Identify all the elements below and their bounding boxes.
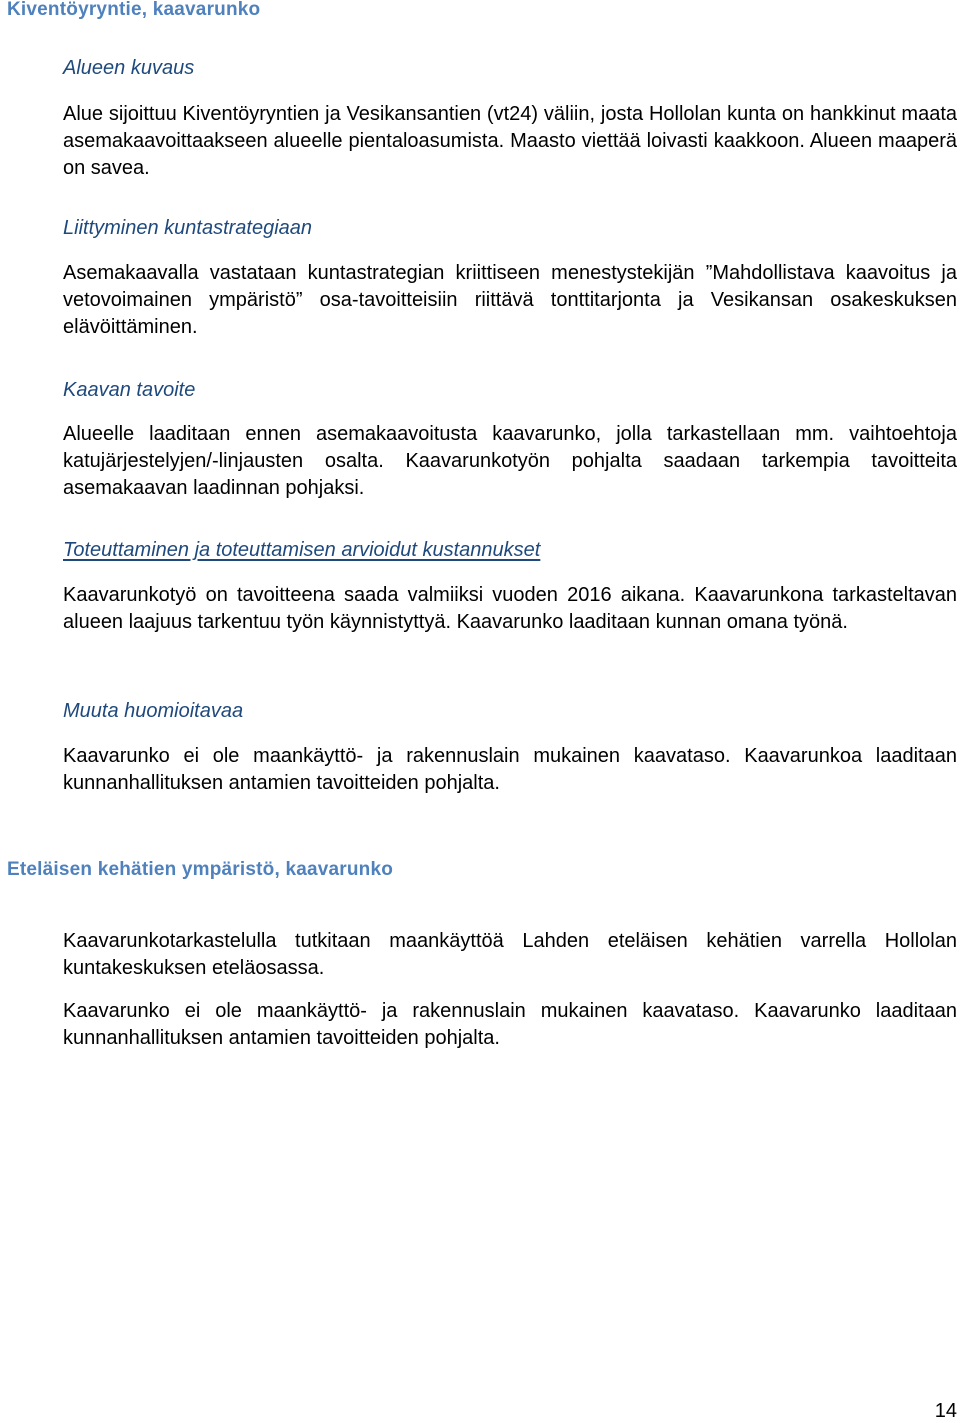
subheading-muuta-huomioitavaa: Muuta huomioitavaa: [63, 700, 244, 722]
page-number: 14: [934, 1400, 957, 1422]
subheading-kaavan-tavoite: Kaavan tavoite: [63, 379, 196, 401]
subheading-alueen-kuvaus: Alueen kuvaus: [63, 57, 195, 79]
paragraph-muuta-huomioitavaa: Kaavarunko ei ole maankäyttö- ja rakennuslain mukainen kaavataso. Kaavarunkoa laaditaan kunnanhallituksen antamien tavoitteiden pohjalta.: [63, 745, 957, 794]
paragraph-toteuttaminen: Kaavarunkotyö on tavoitteena saada valmiiksi vuoden 2016 aikana. Kaavarunkona tarkasteltavan alueen laajuus tarkentuu työn käynnistyttyä. Kaavarunko laaditaan kunnan omana työnä.: [63, 584, 957, 633]
section-heading-etelaisen-kehatien: Eteläisen kehätien ympäristö, kaavarunko: [7, 859, 394, 880]
paragraph-kaavarunko-ei-ole: Kaavarunko ei ole maankäyttö- ja rakennuslain mukainen kaavataso. Kaavarunko laaditaan kunnanhallituksen antamien tavoitteiden pohjalta.: [63, 1000, 957, 1049]
section-heading-kiventoyryntie: Kiventöyryntie, kaavarunko: [7, 0, 261, 20]
paragraph-liittyminen-kuntastrategiaan: Asemakaavalla vastataan kuntastrategian kriittiseen menestystekijän ”Mahdollistava kaavoitus ja vetovoimainen ympäristö” osa-tavoitteisiin riittävä tonttitarjonta ja Vesikansan osakeskuksen elävöittäminen.: [63, 262, 957, 338]
subheading-liittyminen-kuntastrategiaan: Liittyminen kuntastrategiaan: [63, 217, 313, 239]
paragraph-kaavan-tavoite: Alueelle laaditaan ennen asemakaavoitusta kaavarunko, jolla tarkastellaan mm. vaihtoehtoja katujärjestelyjen/-linjausten osalta. Kaavarunkotyön pohjalta saadaan tarkempia tavoitteita asemakaavan laadinnan pohjaksi.: [63, 423, 957, 499]
subheading-toteuttaminen: Toteuttaminen ja toteuttamisen arvioidut kustannukset: [63, 539, 541, 561]
paragraph-alueen-kuvaus: Alue sijoittuu Kiventöyryntien ja Vesikansantien (vt24) väliin, josta Hollolan kunta on hankkinut maata asemakaavoittaakseen alueelle pientaloasumista. Maasto viettää loivasti kaakkoon. Alueen maaperä on savea.: [63, 103, 957, 179]
paragraph-kaavarunkotarkastelu: Kaavarunkotarkastelulla tutkitaan maankäyttöä Lahden eteläisen kehätien varrella Hollolan kuntakeskuksen eteläosassa.: [63, 930, 957, 979]
